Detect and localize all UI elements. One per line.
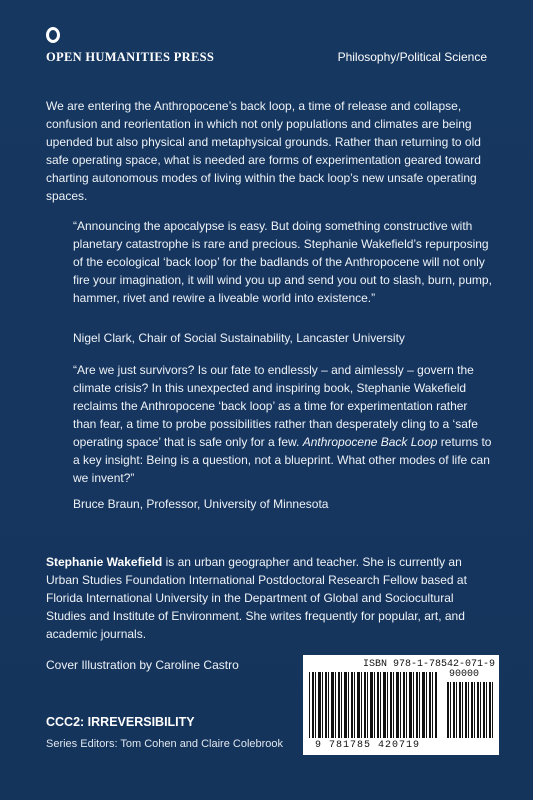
isbn-barcode <box>303 655 499 755</box>
quote-text-start: “Are we just survivors? Is our fate to endlessly – and aimlessly – govern the climate crisis? In this unexpected and inspiring book, Stephanie Wakefield reclaims the Anthropocene ‘back loop’ as a time for experimentation rather than fear, a time to probe possibilities rather than desperately cling to a ‘safe operating space’ that is safe only for a few. <box>73 363 478 449</box>
author-bio-text: is an urban geographer and teacher. She is currently an Urban Studies Foundation International Postdoctoral Research Fellow based at Florida International University in the Department of Global and Sociocultural Studies and Institute of Environment. She writes frequently for popular, art, and academic journals. <box>46 555 467 641</box>
endorsement-attribution-clark: Nigel Clark, Chair of Social Sustainability, Lancaster University <box>73 331 405 345</box>
author-bio <box>46 553 496 643</box>
series-title: CCC2: IRREVERSIBILITY <box>46 715 195 729</box>
quote-text-end: returns to a key insight: Being is a question, not a blueprint. What other modes of life can we invent?” <box>73 435 492 485</box>
book-blurb: We are entering the Anthropocene’s back loop, a time of release and collapse, confusion and reorientation in which not only populations and climates are being upended but also physical and metaphysical grounds. Rather than returning to old safe operating space, what is needed are forms of experimentation geared toward charting autonomous modes of living within the back loop’s new unsafe operating spaces. <box>46 99 481 203</box>
addon-barcode-bars <box>447 682 495 738</box>
barcode-number: 9 781785 420719 <box>315 740 421 751</box>
barcode-bars <box>309 672 437 738</box>
endorsement-quote-braun <box>73 361 493 487</box>
category-label: Philosophy/Political Science <box>337 50 487 64</box>
press-logo-icon <box>46 27 60 43</box>
series-editors: Series Editors: Tom Cohen and Claire Colebrook <box>46 738 284 750</box>
cover-credit: Cover Illustration by Caroline Castro <box>46 658 239 672</box>
endorsement-quote-clark: “Announcing the apocalypse is easy. But doing something constructive with planetary catastrophe is rare and precious. Stephanie Wakefield’s repurposing of the ecological ‘back loop’ for the badlands of the Anthropocene will not only fire your imagination, it will wind you up and send you out to slash, burn, pump, hammer, rivet and rewire a liveable world into existence.” <box>73 219 492 305</box>
endorsement-attribution-braun: Bruce Braun, Professor, University of Minnesota <box>73 497 329 511</box>
book-title-italic: Anthropocene Back Loop <box>302 435 438 449</box>
price-addon-number: 90000 <box>449 669 480 680</box>
press-name: OPEN HUMANITIES PRESS <box>46 50 215 64</box>
author-name: Stephanie Wakefield <box>46 555 163 569</box>
isbn-text: ISBN 978-1-78542-071-9 <box>363 659 496 670</box>
